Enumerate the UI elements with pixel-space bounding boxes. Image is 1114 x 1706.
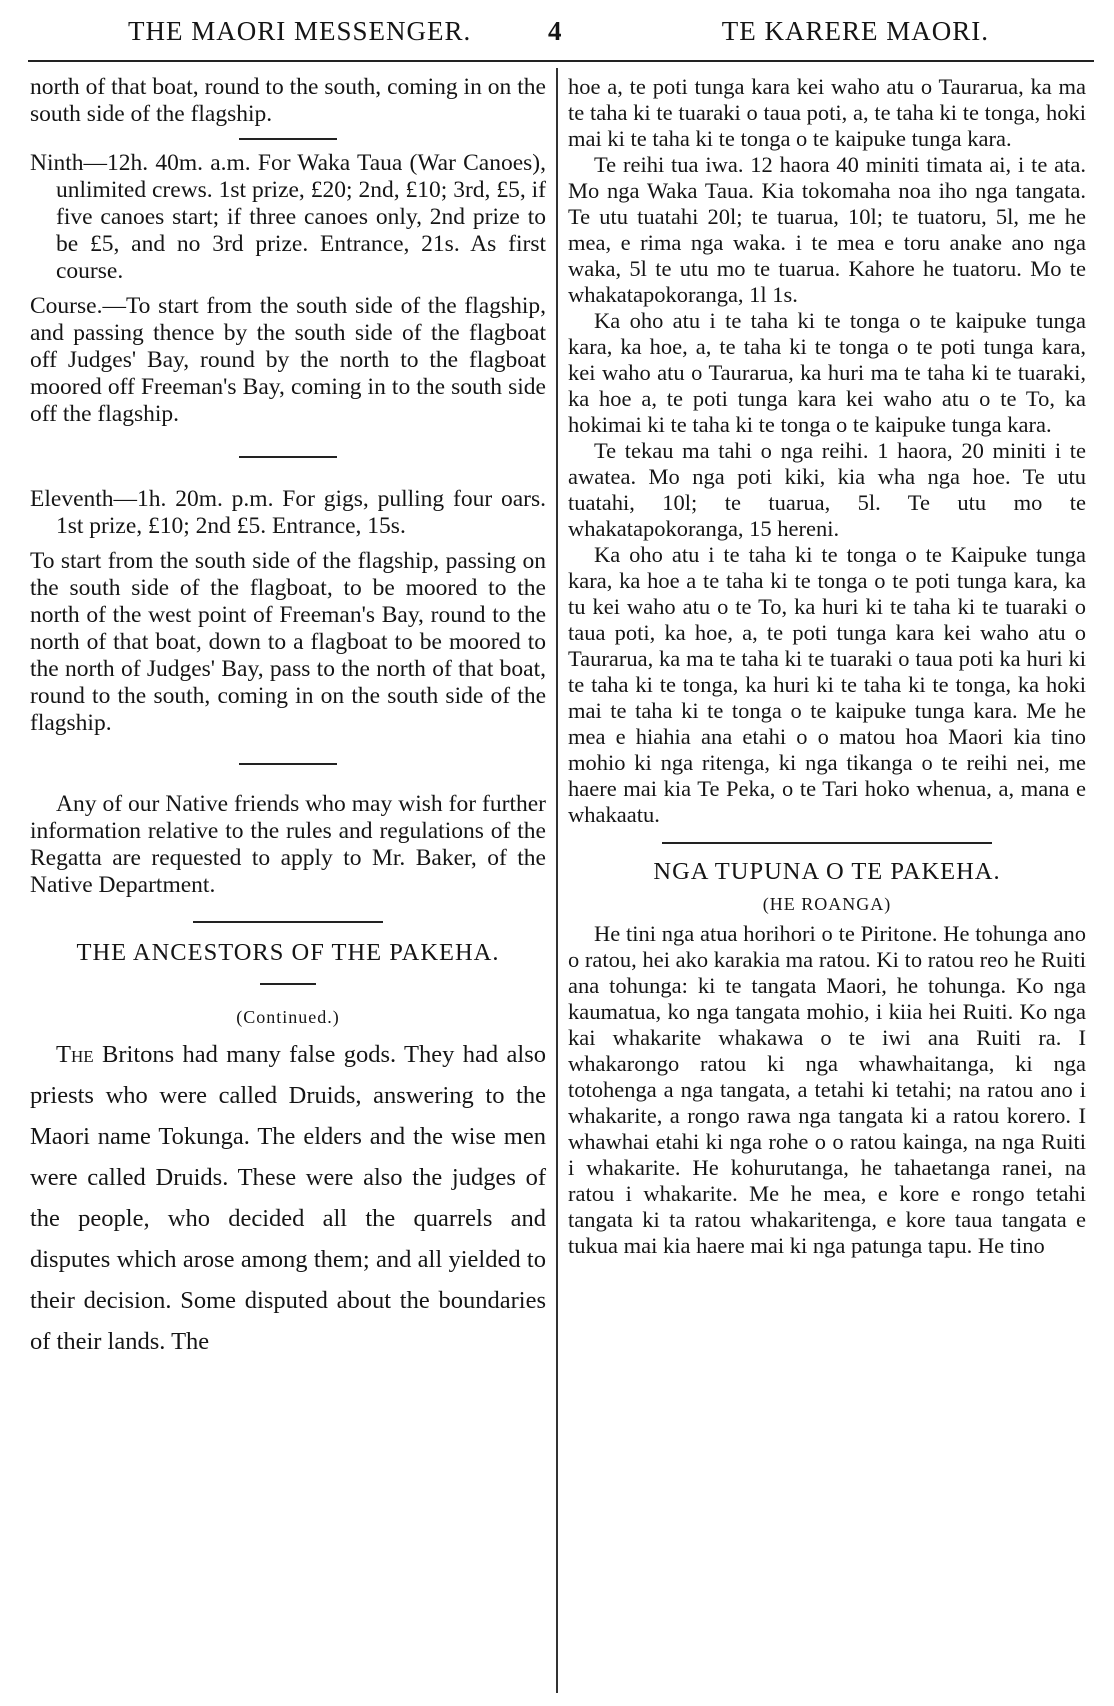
section-rule bbox=[239, 138, 337, 140]
section-rule bbox=[239, 763, 337, 765]
english-column bbox=[30, 74, 546, 1362]
continued-label: (Continued.) bbox=[236, 1007, 340, 1027]
maori-paragraph-continued: hoe a, te poti tunga kara kei waho atu o Taurarua, ka ma te taha ki te tuaraki o taua poti, a, te taha ki te tonga, hoki mai ki te taha ki te tonga o te kaipuke tunga kara. bbox=[568, 74, 1086, 151]
title-rule bbox=[260, 983, 316, 985]
subtitle-maori: (HE ROANGA) bbox=[762, 894, 892, 914]
maori-column bbox=[568, 74, 1086, 1259]
ninth-race-course: Course.—To start from the south side of the flagship, and passing thence by the south side of the flagboat off Judges' Bay, round by the north to the flagboat moored off Freeman's Bay, coming in to the south side off the flagship. bbox=[30, 293, 546, 427]
header-title-maori: TE KARERE MAORI. bbox=[721, 16, 989, 46]
article-lead-word: The bbox=[56, 1041, 94, 1068]
maori-eleventh-race: Te tekau ma tahi o nga reihi. 1 haora, 20 miniti i te awatea. Mo nga poti kiki, kia wha nga hoe. Te utu tuatahi, 10l; te tuarua, 5l. Te utu mo te whakatapokoranga, 15 hereni. bbox=[568, 438, 1086, 541]
article-rule bbox=[193, 921, 383, 923]
eleventh-race-course: To start from the south side of the flagship, passing on the south side of the flagboat, to be moored to the north of the west point of Freeman's Bay, round to the north of that boat, down to a flagboat to be moored to the north of Judges' Bay, pass to the north of that boat, round to the south, coming in on the south side of the flagship. bbox=[30, 548, 546, 736]
column-divider bbox=[556, 68, 558, 1693]
article-title-maori: NGA TUPUNA O TE PAKEHA. bbox=[653, 858, 1001, 885]
maori-eleventh-course: Ka oho atu i te taha ki te tonga o te Kaipuke tunga kara, ka hoe a te taha ki te tonga o te poti tunga kara, ka tu kei waho atu o te To, ka huri ki te taha ki te tuaraki o taua poti, ka hoe, a, te poti tunga kara kei waho atu o Taurarua, ka ma te taha ki te tuaraki o taua poti ka huri ki te taha ki te tonga, ka huri ki te taha ki te tonga, ka hoki mai te taha ki te tonga o te kaipuke tunga kara. Me he mea e hiahia ana etahi o o matou hoa Maori kia tino mohio ki nga ritenga, ki nga tikanga o te reihi nei, me haere mai kia Te Peka, o te Tari hoko whenua, a, mana e whakaatu. bbox=[568, 542, 1086, 827]
header-title-english: THE MAORI MESSENGER. bbox=[128, 16, 472, 46]
article-body-text: Britons had many false gods. They had also priests who were called Druids, answering to the Maori name Tokunga. The elders and the wise men were called Druids. These were also the judges of the people, who decided all the quarrels and disputes which arose among them; and all yielded to their decision. Some disputed about the boundaries of their lands. The bbox=[30, 1041, 546, 1355]
article-body-english bbox=[30, 1034, 546, 1362]
header-rule bbox=[28, 60, 1094, 62]
ninth-race-paragraph: Ninth—12h. 40m. a.m. For Waka Taua (War Canoes), unlimited crews. 1st prize, £20; 2nd, £10; 3rd, £5, if five canoes start; if three canoes only, 2nd prize to be £5, and no 3rd prize. Entrance, 21s. As first course. bbox=[30, 150, 546, 284]
eleventh-race-paragraph: Eleventh—1h. 20m. p.m. For gigs, pulling four oars. 1st prize, £10; 2nd £5. Entrance, 15s. bbox=[30, 486, 546, 539]
page-header bbox=[28, 16, 1094, 58]
maori-ninth-race: Te reihi tua iwa. 12 haora 40 miniti timata ai, i te ata. Mo nga Waka Taua. Kia tokomaha noa iho nga tangata. Te utu tuatahi 20l; te tuarua, 10l; te tuatoru, 5l, me he mea, e rima nga waka. i te mea e toru anake ano nga waka, 5l te utu mo te tuarua. Kahore he tuatoru. Mo te whakatapokoranga, 1l 1s. bbox=[568, 152, 1086, 307]
article-body-maori: He tini nga atua horihori o te Piritone. He tohunga ano o ratou, hei ako karakia ma ratou. Ki to ratou reo he Ruiti ana tohunga: ki te tangata Maori, he tohunga. Ko nga kaumatua, ko nga tangata mohio, i kiia hei Ruiti. Ko nga kai whakarite whakawa o te iwi ana Ruiti ra. I whakarongo ratou ki nga whawhaitanga, ki nga totohenga a nga tangata, a tetahi ki tetahi; na ratou ano i whakarite, a rongo rawa nga tangata ki a ratou korero. I whawhai etahi ki nga rohe o o ratou kainga, na nga Ruiti i whakarite. He kohurutanga, he tahaetanga ranei, na ratou i whakarite. Me he mea, e kore e rongo tetahi tangata ki ta ratou whakaritenga, e kore taua tangata e tukua mai kia haere mai ki nga patunga tapu. He tino bbox=[568, 921, 1086, 1258]
section-rule bbox=[239, 456, 337, 458]
regatta-paragraph-continued: north of that boat, round to the south, coming in on the south side of the flagship. bbox=[30, 74, 546, 127]
maori-ninth-course: Ka oho atu i te taha ki te tonga o te kaipuke tunga kara, ka hoe, a, te taha ki te tonga o te poti tunga kara, kei waho atu o Taurarua, ka huri ma te taha ki te tuaraki, ka hoe a, te poti tunga kara kei waho atu o te To, ka hokimai ki te taha ki te tonga o te kaipuke tunga kara. bbox=[568, 308, 1086, 437]
page-number: 4 bbox=[548, 16, 563, 46]
article-title-english: THE ANCESTORS OF THE PAKEHA. bbox=[76, 939, 500, 966]
article-rule bbox=[662, 842, 992, 844]
native-friends-notice: Any of our Native friends who may wish for further information relative to the rules and regulations of the Regatta are requested to apply to Mr. Baker, of the Native Department. bbox=[30, 791, 546, 898]
